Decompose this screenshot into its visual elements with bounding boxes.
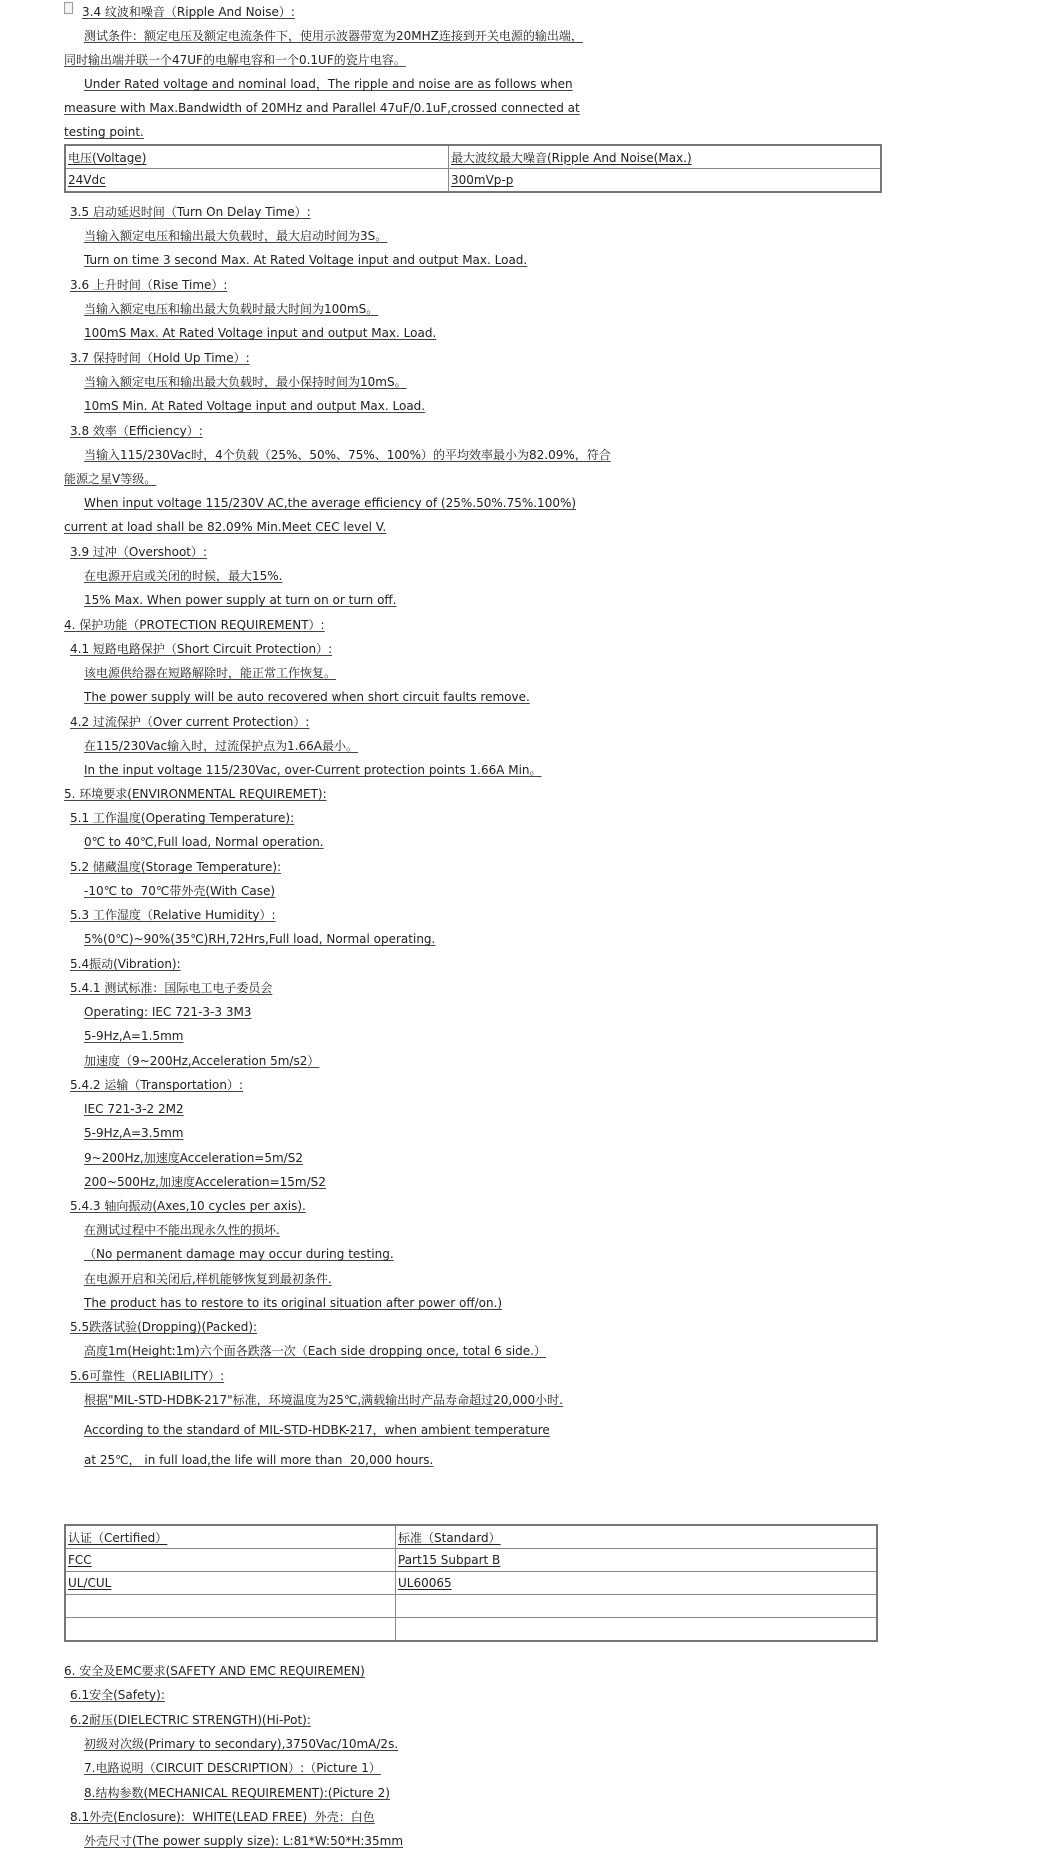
table-row <box>65 1595 877 1618</box>
paragraph-line: 5.4.2 运输（Transportation）: <box>70 1078 244 1092</box>
paragraph-line: The product has to restore to its original situation after power off/on.) <box>84 1296 503 1310</box>
table-cell: FCC <box>65 1549 396 1572</box>
paragraph-line: testing point. <box>64 125 144 139</box>
safety-table <box>64 1524 878 1642</box>
paragraph-line: 3.8 效率（Efficiency）: <box>70 424 203 438</box>
paragraph-line: 6. 安全及EMC要求(SAFETY AND EMC REQUIREMEN) <box>64 1664 365 1678</box>
table-cell: Part15 Subpart B <box>396 1549 878 1572</box>
table-cell: 24Vdc <box>65 169 449 193</box>
paragraph-line: 5.4.3 轴向振动(Axes,10 cycles per axis). <box>70 1199 306 1213</box>
paragraph-line: 5.3 工作湿度（Relative Humidity）: <box>70 908 276 922</box>
paragraph-line: 200~500Hz,加速度Acceleration=15m/S2 <box>84 1175 326 1189</box>
paragraph-line: 能源之星V等级。 <box>64 472 157 486</box>
table-cell: UL/CUL <box>65 1572 396 1595</box>
paragraph-line: 加速度（9~200Hz,Acceleration 5m/s2） <box>84 1054 320 1068</box>
table-cell <box>65 1618 396 1642</box>
paragraph-line: 初级对次级(Primary to secondary),3750Vac/10mA/2s. <box>84 1737 399 1751</box>
paragraph-line: 3.5 启动延迟时间（Turn On Delay Time）: <box>70 205 311 219</box>
paragraph-line: 4.1 短路电路保护（Short Circuit Protection）: <box>70 642 333 656</box>
paragraph-line: 3.6 上升时间（Rise Time）: <box>70 278 228 292</box>
paragraph-line: 8.1外壳(Enclosure): WHITE(LEAD FREE) 外壳：白色 <box>70 1810 375 1824</box>
paragraph-line: 5.4.1 测试标准：国际电工电子委员会 <box>70 981 273 995</box>
paragraph-line: When input voltage 115/230V AC,the average efficiency of (25%.50%.75%.100%) <box>84 496 577 510</box>
paragraph-line: 7.电路说明（CIRCUIT DESCRIPTION）:（Picture 1） <box>84 1761 381 1775</box>
paragraph-line: 4.2 过流保护（Over current Protection）: <box>70 715 310 729</box>
paragraph-line: -10℃ to 70℃带外壳(With Case) <box>84 884 276 898</box>
paragraph-line: 在电源开启或关闭的时候，最大15%. <box>84 569 283 583</box>
paragraph-line: According to the standard of MIL-STD-HDBK-217，when ambient temperature <box>84 1423 550 1437</box>
table-cell <box>65 1595 396 1618</box>
paragraph-line: 在115/230Vac输入时，过流保护点为1.66A最小。 <box>84 739 359 753</box>
table-cell <box>396 1595 878 1618</box>
paragraph-line: 5.5跌落试验(Dropping)(Packed): <box>70 1320 258 1334</box>
paragraph-line: 5-9Hz,A=3.5mm <box>84 1126 184 1140</box>
paragraph-line: （No permanent damage may occur during testing. <box>84 1247 394 1261</box>
paragraph-line: 测试条件：额定电压及额定电流条件下，使用示波器带宽为20MHZ连接到开关电源的输出端， <box>84 29 583 43</box>
table-row <box>65 1549 877 1572</box>
paragraph-line: The power supply will be auto recovered when short circuit faults remove. <box>84 690 530 704</box>
paragraph-line: 3.9 过冲（Overshoot）: <box>70 545 208 559</box>
paragraph-line: 5. 环境要求(ENVIRONMENTAL REQUIREMET): <box>64 787 327 801</box>
paragraph-line: 5-9Hz,A=1.5mm <box>84 1029 184 1043</box>
paragraph-line: 6.2耐压(DIELECTRIC STRENGTH)(Hi-Pot): <box>70 1713 311 1727</box>
paragraph-line: 4. 保护功能（PROTECTION REQUIREMENT）: <box>64 618 325 632</box>
table-header-cell: 认证（Certified） <box>65 1525 396 1549</box>
paragraph-line: Turn on time 3 second Max. At Rated Voltage input and output Max. Load. <box>84 253 528 267</box>
paragraph-line: 在测试过程中不能出现永久性的损坏. <box>84 1223 280 1237</box>
paragraph-line: IEC 721-3-2 2M2 <box>84 1102 184 1116</box>
table-row <box>65 1525 877 1549</box>
paragraph-line: current at load shall be 82.09% Min.Meet CEC level V. <box>64 520 387 534</box>
table-header-cell: 电压(Voltage) <box>65 145 449 169</box>
paragraph-line: 5.1 工作温度(Operating Temperature): <box>70 811 295 825</box>
table-cell <box>396 1618 878 1642</box>
table-row <box>65 1572 877 1595</box>
paragraph-line: 9~200Hz,加速度Acceleration=5m/S2 <box>84 1151 303 1165</box>
paragraph-line: 5.2 储藏温度(Storage Temperature): <box>70 860 282 874</box>
paragraph-line: 8.结构参数(MECHANICAL REQUIREMENT):(Picture 2) <box>84 1786 390 1800</box>
paragraph-line: 该电源供给器在短路解除时，能正常工作恢复。 <box>84 666 337 680</box>
paragraph-line: 0℃ to 40℃,Full load, Normal operation. <box>84 835 324 849</box>
paragraph-line: In the input voltage 115/230Vac, over-Current protection points 1.66A Min。 <box>84 763 542 777</box>
paragraph-line: 当输入额定电压和输出最大负载时最大时间为100mS。 <box>84 302 379 316</box>
paragraph-line: 根据"MIL-STD-HDBK-217"标准，环境温度为25℃,满载输出时产品寿命超过20,000小时. <box>84 1393 563 1407</box>
paragraph-line: 15% Max. When power supply at turn on or turn off. <box>84 593 397 607</box>
paragraph-line: 100mS Max. At Rated Voltage input and output Max. Load. <box>84 326 437 340</box>
table-row <box>65 169 881 193</box>
paragraph-line: 当输入额定电压和输出最大负载时，最大启动时间为3S。 <box>84 229 388 243</box>
ripple-table <box>64 144 882 193</box>
paragraph-line: 5.4振动(Vibration): <box>70 957 181 971</box>
paragraph-line: 同时输出端并联一个47UF的电解电容和一个0.1UF的瓷片电容。 <box>64 53 406 67</box>
paragraph-line: 6.1安全(Safety): <box>70 1688 165 1702</box>
paragraph-line: 在电源开启和关闭后,样机能够恢复到最初条件. <box>84 1272 332 1286</box>
table-header-cell: 最大波纹最大噪音(Ripple And Noise(Max.) <box>449 145 882 169</box>
table-row <box>65 1618 877 1642</box>
paragraph-line: measure with Max.Bandwidth of 20MHz and Parallel 47uF/0.1uF,crossed connected at <box>64 101 580 115</box>
table-cell: 300mVp-p <box>449 169 882 193</box>
paragraph-line: 高度1m(Height:1m)六个面各跌落一次（Each side dropping once, total 6 side.） <box>84 1344 546 1358</box>
paragraph-line: Operating: IEC 721-3-3 3M3 <box>84 1005 252 1019</box>
paragraph-line: Under Rated voltage and nominal load，The ripple and noise are as follows when <box>84 77 573 91</box>
table-cell: UL60065 <box>396 1572 878 1595</box>
broken-image-icon <box>64 2 73 14</box>
paragraph-line: 外壳尺寸(The power supply size): L:81*W:50*H:35mm <box>84 1834 404 1848</box>
paragraph-line: 10mS Min. At Rated Voltage input and output Max. Load. <box>84 399 426 413</box>
paragraph-line: 5%(0℃)~90%(35℃)RH,72Hrs,Full load, Normal operating. <box>84 932 436 946</box>
table-header-cell: 标准（Standard） <box>396 1525 878 1549</box>
paragraph-line: 当输入额定电压和输出最大负载时，最小保持时间为10mS。 <box>84 375 407 389</box>
paragraph-line: 3.7 保持时间（Hold Up Time）: <box>70 351 250 365</box>
section-3-4-heading: 3.4 纹波和噪音（Ripple And Noise）: <box>82 5 295 19</box>
paragraph-line: 当输入115/230Vac时，4个负载（25%、50%、75%、100%）的平均效率最小为82.09%，符合 <box>84 448 611 462</box>
table-row <box>65 145 881 169</box>
paragraph-line: 5.6可靠性（RELIABILITY）: <box>70 1369 225 1383</box>
paragraph-line: at 25℃， in full load,the life will more than 20,000 hours. <box>84 1453 434 1467</box>
